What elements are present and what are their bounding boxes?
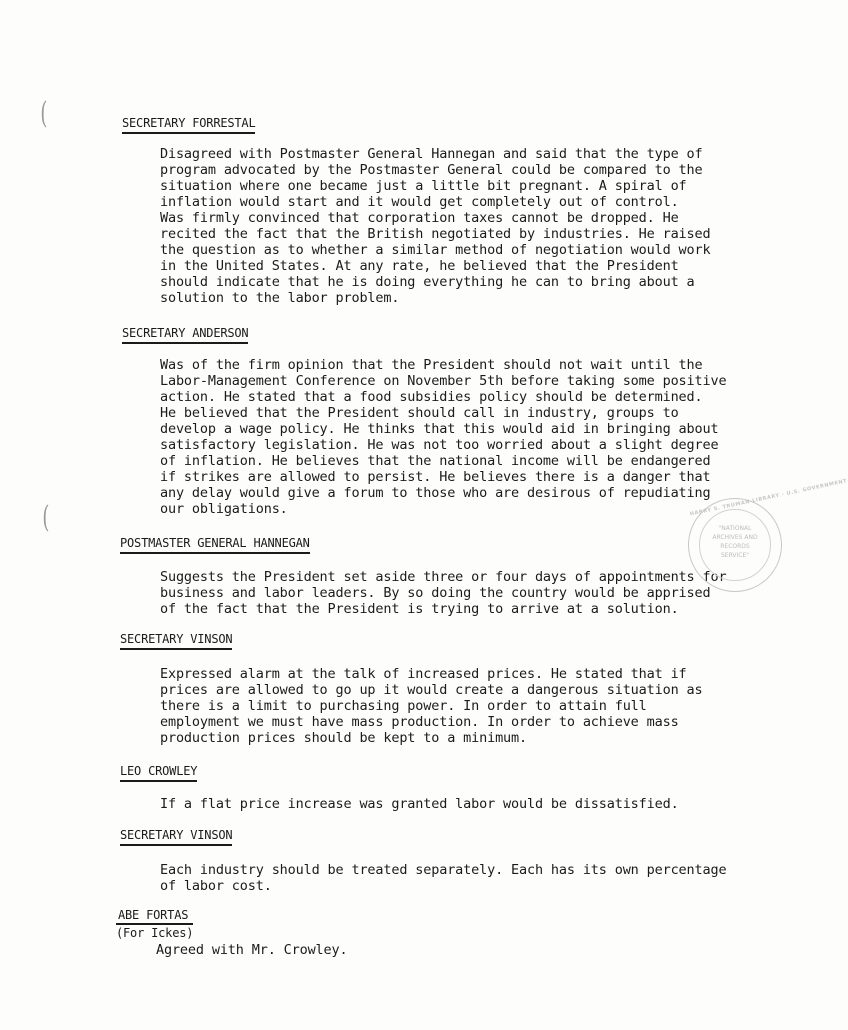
- text-line: the question as to whether a similar method of negotiation would work: [160, 242, 711, 258]
- text-line: develop a wage policy. He thinks that this would aid in bringing about: [160, 421, 719, 437]
- margin-bracket-mark: (: [40, 96, 48, 131]
- text-line: Was firmly convinced that corporation taxes cannot be dropped. He: [160, 210, 679, 226]
- text-line: recited the fact that the British negotiated by industries. He raised: [160, 226, 711, 242]
- text-line: of the fact that the President is trying to arrive at a solution.: [160, 601, 679, 617]
- speaker-remarks: [156, 942, 347, 958]
- text-line: program advocated by the Postmaster General could be compared to the: [160, 162, 703, 178]
- speaker-heading: LEO CROWLEY: [120, 764, 197, 782]
- stamp-text-line: RECORDS: [720, 543, 750, 550]
- speaker-heading: SECRETARY VINSON: [120, 632, 232, 650]
- speaker-remarks: [160, 862, 726, 894]
- speaker-heading: SECRETARY VINSON: [120, 828, 232, 846]
- speaker-remarks: [160, 146, 710, 306]
- text-line: employment we must have mass production. In order to achieve mass: [160, 714, 679, 730]
- speaker-remarks: [160, 357, 726, 517]
- text-line: Suggests the President set aside three or four days of appointments for: [160, 569, 727, 585]
- text-line: production prices should be kept to a minimum.: [160, 730, 527, 746]
- text-line: inflation would start and it would get completely out of control.: [160, 194, 679, 210]
- text-line: in the United States. At any rate, he believed that the President: [160, 258, 679, 274]
- text-line: If a flat price increase was granted labor would be dissatisfied.: [160, 796, 679, 812]
- text-line: of labor cost.: [160, 878, 272, 894]
- speaker-remarks: [160, 796, 679, 812]
- text-line: our obligations.: [160, 501, 288, 517]
- text-line: Labor-Management Conference on November 5th before taking some positive: [160, 373, 727, 389]
- speaker-heading: SECRETARY FORRESTAL: [122, 116, 255, 134]
- text-line: He believed that the President should call in industry, groups to: [160, 405, 679, 421]
- speaker-heading: ABE FORTAS: [118, 908, 189, 922]
- stamp-ring-text: HARRY S. TRUMAN LIBRARY · U.S. GOVERNMENT: [689, 478, 848, 518]
- text-line: should indicate that he is doing everything he can to bring about a: [160, 274, 695, 290]
- stamp-text-line: ARCHIVES AND: [712, 534, 758, 541]
- text-line: Disagreed with Postmaster General Hannegan and said that the type of: [160, 146, 703, 162]
- text-line: any delay would give a forum to those who are desirous of repudiating: [160, 485, 711, 501]
- text-line: action. He stated that a food subsidies policy should be determined.: [160, 389, 703, 405]
- margin-bracket-mark: (: [42, 500, 50, 535]
- text-line: satisfactory legislation. He was not too worried about a slight degree: [160, 437, 719, 453]
- text-line: business and labor leaders. By so doing the country would be apprised: [160, 585, 711, 601]
- speaker-subheading: (For Ickes): [116, 923, 193, 940]
- stamp-text-line: "NATIONAL: [718, 525, 752, 532]
- speaker-remarks: [160, 666, 702, 746]
- speaker-heading: POSTMASTER GENERAL HANNEGAN: [120, 536, 310, 554]
- text-line: Expressed alarm at the talk of increased prices. He stated that if: [160, 666, 687, 682]
- text-line: of inflation. He believes that the national income will be endangered: [160, 453, 711, 469]
- text-line: there is a limit to purchasing power. In order to attain full: [160, 698, 647, 714]
- text-line: solution to the labor problem.: [160, 290, 400, 306]
- text-line: if strikes are allowed to persist. He believes there is a danger that: [160, 469, 711, 485]
- text-line: prices are allowed to go up it would create a dangerous situation as: [160, 682, 703, 698]
- speaker-heading: SECRETARY ANDERSON: [122, 326, 248, 344]
- text-line: Agreed with Mr. Crowley.: [156, 942, 348, 958]
- speaker-remarks: [160, 569, 726, 617]
- text-line: situation where one became just a little bit pregnant. A spiral of: [160, 178, 687, 194]
- text-line: Was of the firm opinion that the President should not wait until the: [160, 357, 703, 373]
- archive-stamp: [688, 478, 848, 592]
- stamp-text-line: SERVICE": [720, 552, 750, 559]
- text-line: Each industry should be treated separately. Each has its own percentage: [160, 862, 727, 878]
